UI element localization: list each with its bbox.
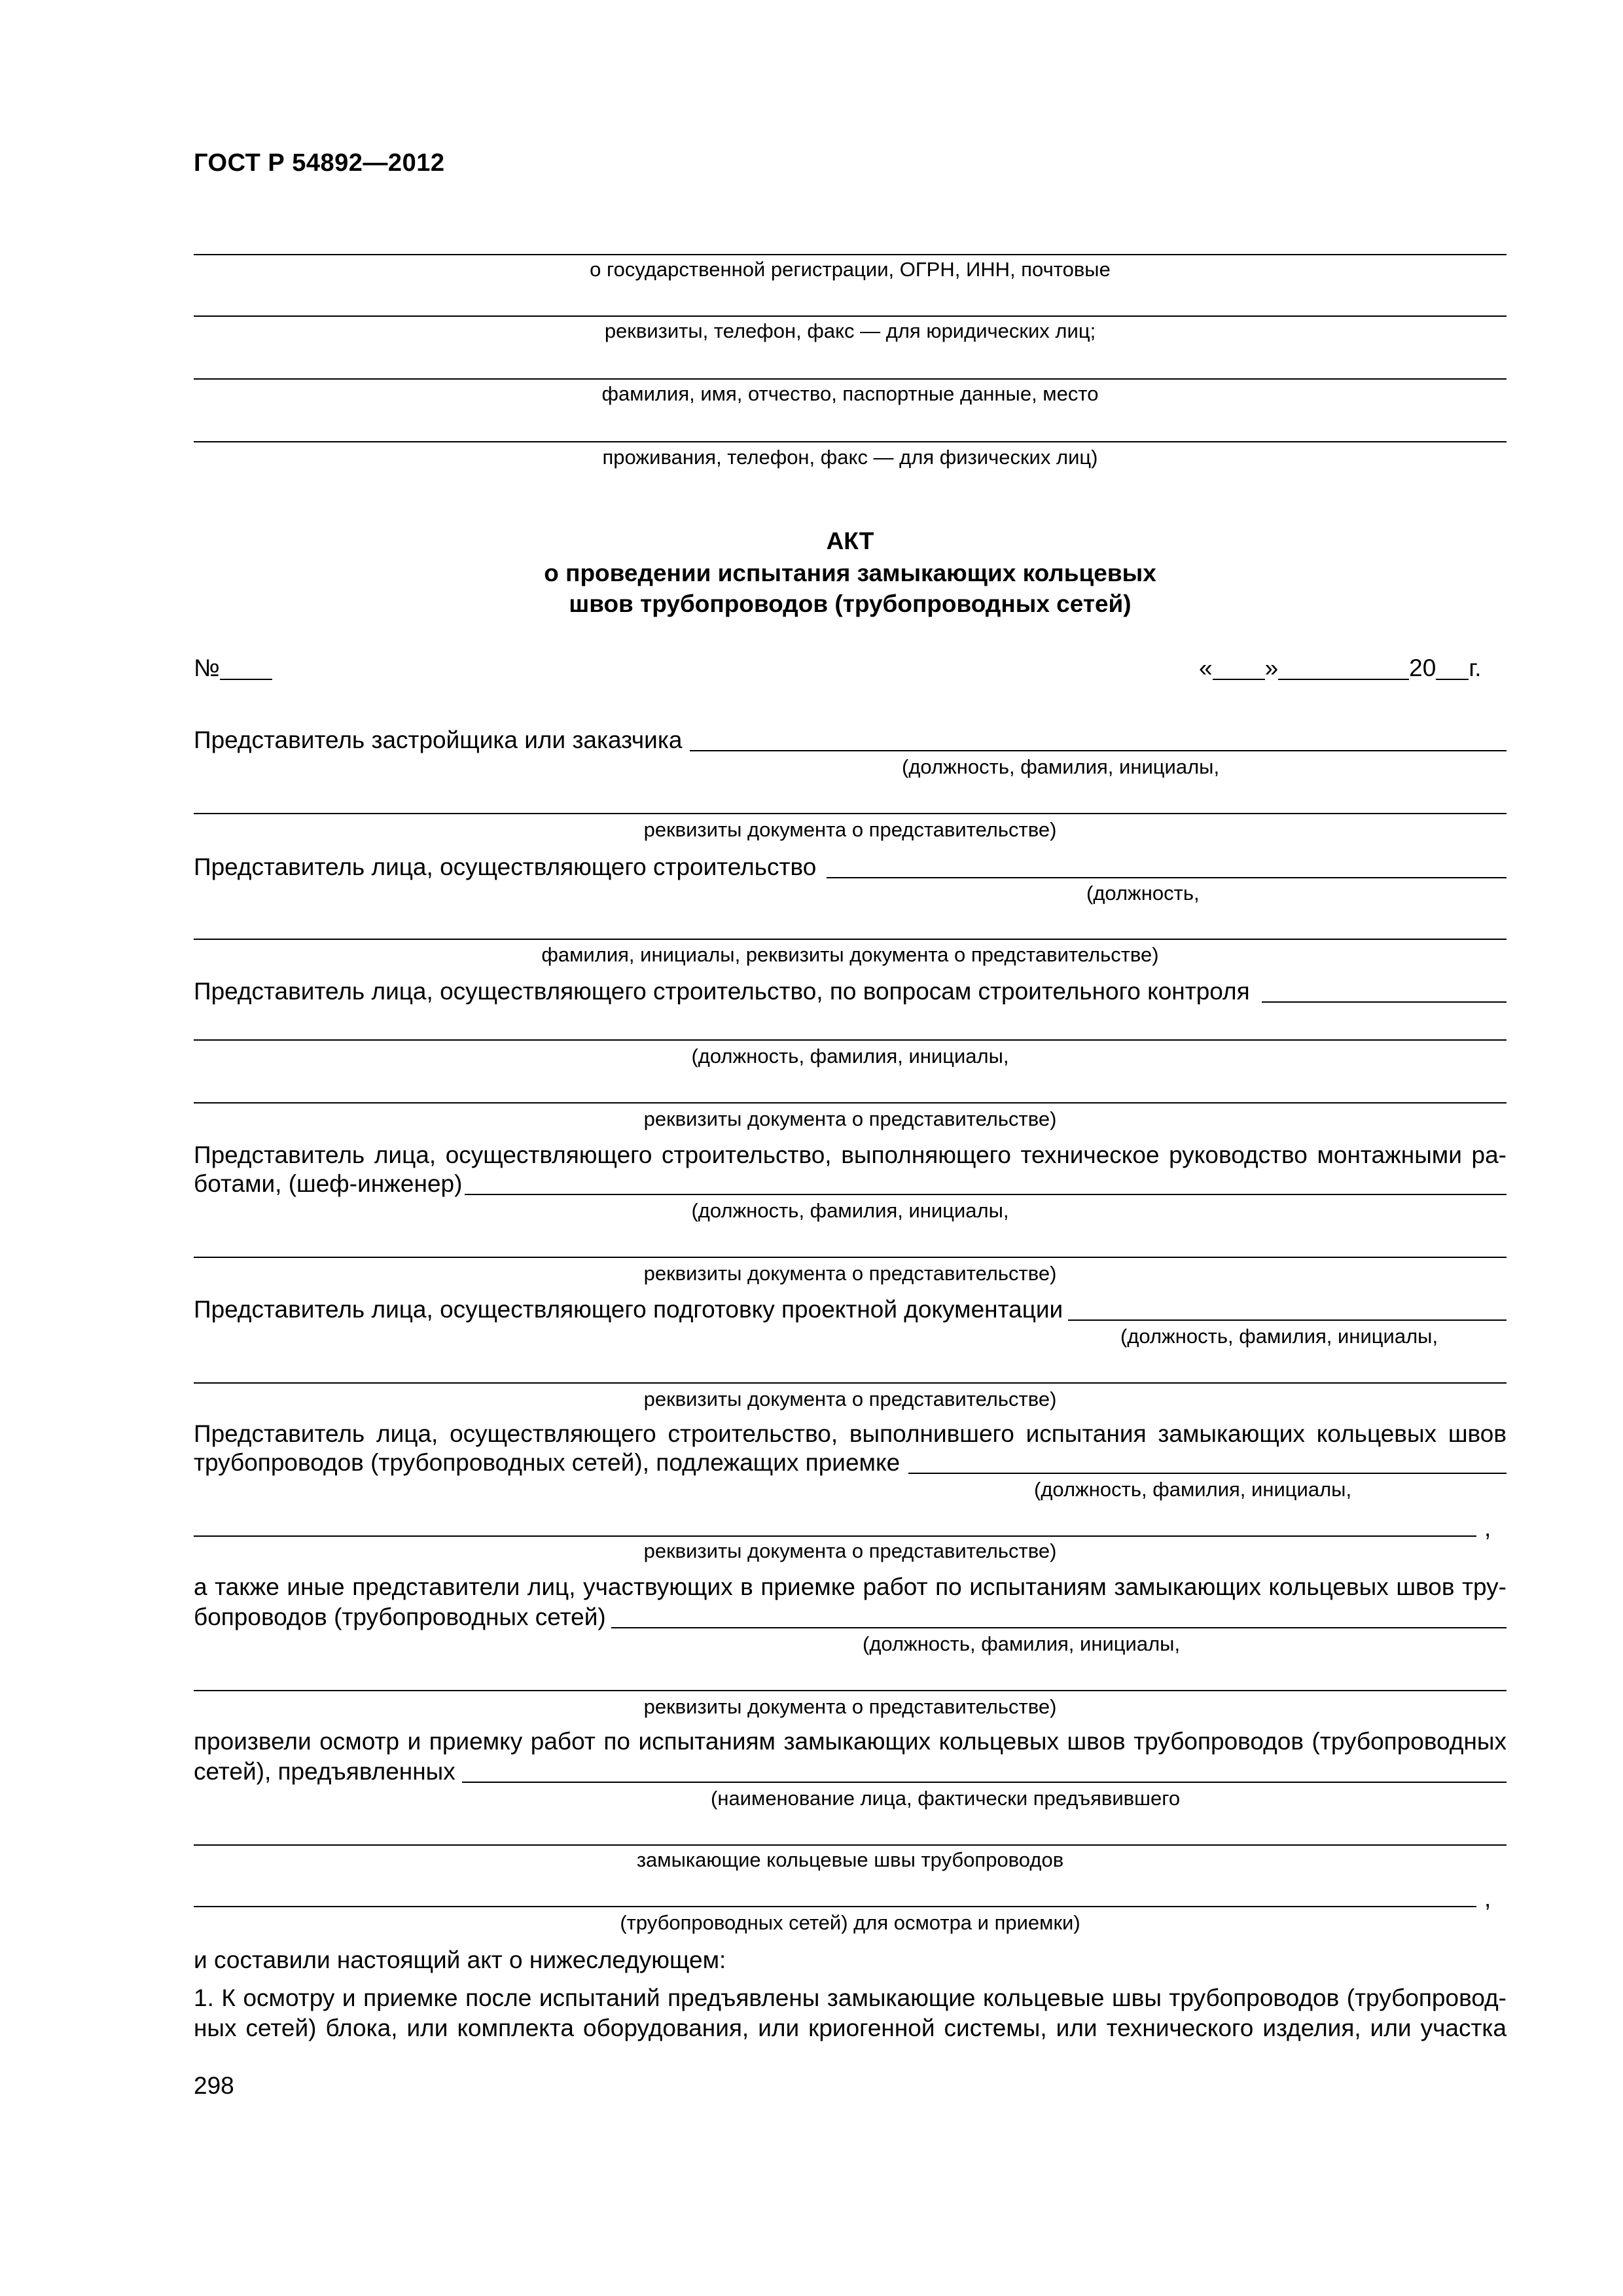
chief-engineer-label-line1: Представитель лица, осуществляющего строительство, выполняющего техническое руководство монтажными ра- <box>194 1141 1507 1168</box>
date-month-blank[interactable] <box>1278 659 1409 680</box>
blank-line[interactable] <box>194 1690 1507 1691</box>
builder-control-rep-label: Представитель лица, осуществляющего строительство, по вопросам строительного контроля <box>194 978 1250 1005</box>
field-caption: (должность, фамилия, инициалы, <box>863 1632 1181 1655</box>
designer-rep-blank[interactable] <box>1068 1319 1507 1321</box>
item-1-line1: 1. К осмотру и приемке после испытаний предъявлены замыкающие кольцевые швы трубопроводов (трубопровод- <box>194 1984 1507 2011</box>
field-caption: (должность, фамилия, инициалы, <box>691 1045 1009 1067</box>
act-number-field <box>194 656 272 680</box>
builder-rep-label: Представитель лица, осуществляющего строительство <box>194 853 817 880</box>
act-title: АКТ <box>826 528 874 554</box>
tester-rep-label-line1: Представитель лица, осуществляющего строительство, выполнившего испытания замыкающих кольцевых швов <box>194 1420 1507 1447</box>
act-subtitle-line2: швов трубопроводов (трубопроводных сетей) <box>569 590 1132 617</box>
field-caption: (наименование лица, фактически предъявившего <box>711 1787 1181 1810</box>
closing-statement: и составили настоящий акт о нижеследующем: <box>194 1946 726 1973</box>
blank-line[interactable] <box>194 1535 1476 1537</box>
date-day-blank[interactable] <box>1213 659 1265 680</box>
blank-line[interactable] <box>194 1257 1507 1258</box>
act-number-blank[interactable] <box>220 659 272 680</box>
tester-rep-label-line2: трубопроводов (трубопроводных сетей), подлежащих приемке <box>194 1449 901 1476</box>
blank-line[interactable] <box>194 1844 1507 1846</box>
act-subtitle-line1: о проведении испытания замыкающих кольцевых <box>544 560 1156 586</box>
other-reps-label-line1: а также иные представители лиц, участвующих в приемке работ по испытаниям замыкающих кольцевых швов тру- <box>194 1573 1507 1600</box>
builder-control-rep-blank[interactable] <box>1262 1001 1507 1003</box>
inspection-label-line2: сетей), предъявленных <box>194 1758 455 1785</box>
field-caption: фамилия, имя, отчество, паспортные данные, место <box>601 382 1099 405</box>
blank-line[interactable] <box>194 813 1507 814</box>
blank-line[interactable] <box>194 315 1507 317</box>
field-caption: реквизиты, телефон, факс — для юридических лиц; <box>604 319 1096 342</box>
blank-line[interactable] <box>194 1039 1507 1041</box>
page-number: 298 <box>194 2072 234 2099</box>
other-reps-blank[interactable] <box>611 1627 1507 1628</box>
standard-code-header: ГОСТ Р 54892—2012 <box>194 149 445 177</box>
other-reps-label-line2: бопроводов (трубопроводных сетей) <box>194 1604 606 1630</box>
blank-line[interactable] <box>194 378 1507 380</box>
item-1-line2: ных сетей) блока, или комплекта оборудования, или криогенной системы, или технического изделия, или участка <box>194 2015 1507 2041</box>
field-caption: (должность, фамилия, инициалы, <box>1034 1478 1352 1501</box>
blank-line[interactable] <box>194 939 1507 940</box>
field-caption: реквизиты документа о представительстве) <box>643 818 1057 841</box>
act-date-field: « » 20 г. <box>1199 655 1482 681</box>
field-caption: (должность, фамилия, инициалы, <box>691 1199 1009 1222</box>
field-caption: (трубопроводных сетей) для осмотра и приемки) <box>620 1911 1080 1934</box>
tester-rep-blank[interactable] <box>908 1473 1507 1474</box>
designer-rep-label: Представитель лица, осуществляющего подготовку проектной документации <box>194 1296 1063 1323</box>
field-caption: реквизиты документа о представительстве) <box>643 1388 1057 1410</box>
blank-line[interactable] <box>194 1382 1507 1384</box>
field-caption: (должность, фамилия, инициалы, <box>902 755 1220 778</box>
developer-rep-blank[interactable] <box>690 750 1507 751</box>
field-caption: замыкающие кольцевые швы трубопроводов <box>636 1848 1064 1871</box>
blank-line[interactable] <box>194 254 1507 255</box>
inspection-label-line1: произвели осмотр и приемку работ по испытаниям замыкающих кольцевых швов трубопроводов (трубопроводных <box>194 1728 1507 1755</box>
developer-rep-label: Представитель застройщика или заказчика <box>194 726 683 753</box>
presenter-blank[interactable] <box>462 1782 1507 1783</box>
field-caption: реквизиты документа о представительстве) <box>643 1539 1057 1562</box>
chief-engineer-blank[interactable] <box>465 1194 1507 1195</box>
field-caption: фамилия, инициалы, реквизиты документа о представительстве) <box>541 943 1159 966</box>
blank-line[interactable] <box>194 1906 1476 1907</box>
blank-line[interactable] <box>194 1102 1507 1103</box>
blank-line[interactable] <box>194 441 1507 442</box>
field-caption: реквизиты документа о представительстве) <box>643 1695 1057 1718</box>
document-page: ГОСТ Р 54892—2012 о государственной регистрации, ОГРН, ИНН, почтовые реквизиты, телефон, факс — для юридических лиц; фамилия, имя, отчество, паспортные данные, место проживания, телефон, факс — для физических лиц) АКТ о проведении испытания замыкающих кольцевых швов трубопроводов (трубопроводных сетей) № « » 20 г. Представитель застройщика или заказчика (должность, фамилия, инициалы, реквизиты документа о представительстве) Представитель лица, осуществляющего строительство (должность, фамилия, инициалы, реквизиты документа о представительстве) Представитель лица, осуществляющего строительство, по вопросам строительного контроля (должность, фамилия, инициалы, реквизиты документа о представительстве) Представитель лица, осуществляющего строительство, выполняющего техническое руководство монтажными ра- ботами, (шеф-инженер) (должность, фамилия, инициалы, реквизиты документа о представительстве) Представитель лица, осуществляющего подготовку проектной документации (должность, фамилия, инициалы, реквизиты документа о представительстве) Представитель лица, осуществляющего строительство, выполнившего испытания замыкающих кольцевых швов трубопроводов (трубопроводных сетей), подлежащих приемке (должность, фамилия, инициалы, , реквизиты документа о представительстве) а также иные представители лиц, участвующих в приемке работ по испытаниям замыкающих кольцевых швов тру- бопроводов (трубопроводных сетей) (должность, фамилия, инициалы, реквизиты документа о представительстве) произвели осмотр и приемку работ по испытаниям замыкающих кольцевых швов трубопроводов (трубопроводных сетей), предъявленных (наименование лица, фактически предъявившего замыкающие кольцевые швы трубопроводов , (трубопроводных сетей) для осмотра и приемки) и составили настоящий акт о нижеследующем: 1. К осмотру и приемке после испытаний предъявлены замыкающие кольцевые швы трубопроводов (трубопровод- ных сетей) блока, или комплекта оборудования, или криогенной системы, или технического изделия, или участка 298 <box>194 149 1507 2099</box>
field-caption: проживания, телефон, факс — для физических лиц) <box>602 446 1098 469</box>
number-sign: № <box>194 655 220 681</box>
field-caption: реквизиты документа о представительстве) <box>643 1107 1057 1130</box>
builder-rep-blank[interactable] <box>827 877 1507 878</box>
field-caption: о государственной регистрации, ОГРН, ИНН, почтовые <box>590 258 1111 281</box>
field-caption: (должность, фамилия, инициалы, <box>1120 1325 1438 1348</box>
field-caption: (должность, <box>1086 882 1200 905</box>
chief-engineer-label-line2: ботами, (шеф-инженер) <box>194 1170 463 1197</box>
field-caption: реквизиты документа о представительстве) <box>643 1262 1057 1285</box>
date-year-blank[interactable] <box>1436 659 1469 680</box>
